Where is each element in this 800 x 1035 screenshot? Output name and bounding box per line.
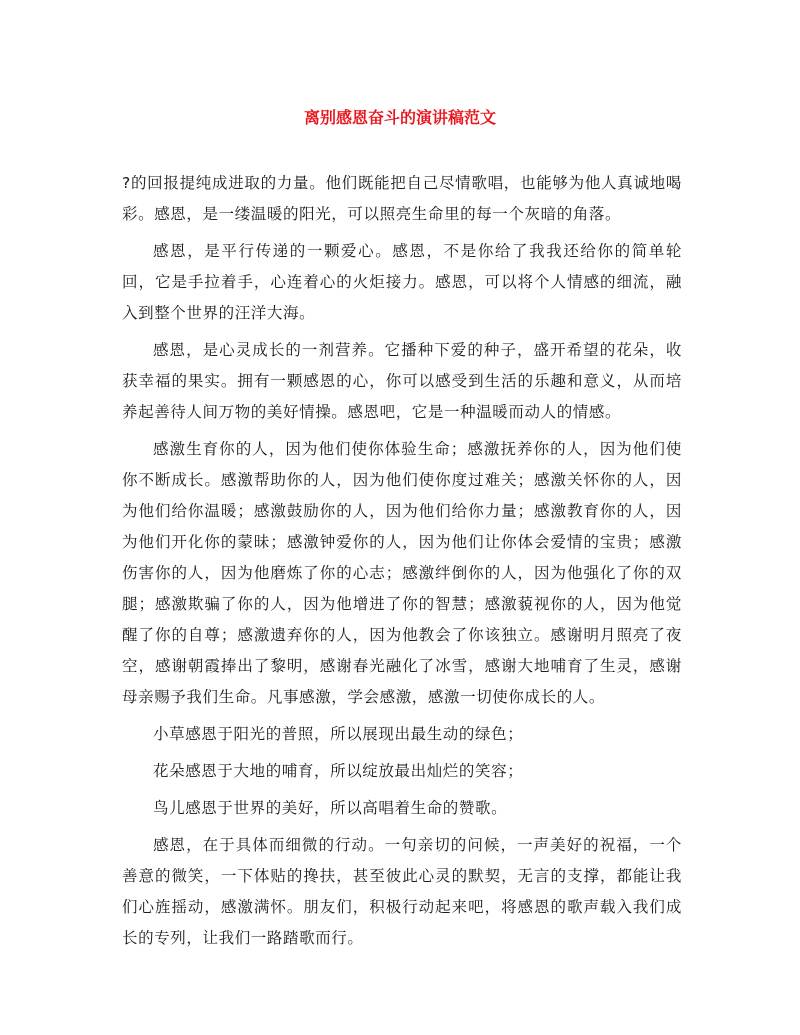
paragraph-thank-people: 感激生育你的人，因为他们使你体验生命；感激抚养你的人，因为他们使你不断成长。感激帮助你的人，因为他们使你度过难关；感激关怀你的人，因为他们给你温暖；感激鼓励你的人，因为他们给你力量；感激教育你的人，因为他们开化你的蒙昧；感激钟爱你的人，因为他们让你体会爱情的宝贵；感激伤害你的人，因为他磨炼了你的心志；感激绊倒你的人，因为他强化了你的双腿；感激欺骗了你的人，因为他增进了你的智慧；感激藐视你的人，因为他觉醒了你的自尊；感激遗弃你的人，因为他教会了你该独立。感谢明月照亮了夜空，感谢朝霞捧出了黎明，感谢春光融化了冰雪，感谢大地哺育了生灵，感谢母亲赐予我们生命。凡事感激，学会感激，感激一切使你成长的人。 [122,440,682,706]
paragraph-grass-line: 小草感恩于阳光的普照，所以展现出最生动的绿色； [153,725,524,743]
document-title: 离别感恩奋斗的演讲稿范文 [303,108,496,127]
paragraph-bird-line: 鸟儿感恩于世界的美好，所以高唱着生命的赞歌。 [153,799,508,817]
paragraph-gratitude-nourishment: 感恩，是心灵成长的一剂营养。它播种下爱的种子，盛开希望的花朵，收获幸福的果实。拥有一颗感恩的心，你可以感受到生活的乐趣和意义，从而培养起善待人间万物的美好情操。感恩吧，它是一种温暖而动人的情感。 [122,341,682,421]
document-body [122,168,682,960]
paragraph-action: 感恩，在于具体而细微的行动。一句亲切的问候，一声美好的祝福，一个善意的微笑，一下体贴的搀扶，甚至彼此心灵的默契，无言的支撑，都能让我们心旌摇动，感激满怀。朋友们，积极行动起来吧，将感恩的歌声载入我们成长的专列，让我们一路踏歌而行。 [122,836,682,947]
paragraph-flower-line: 花朵感恩于大地的哺育，所以绽放最出灿烂的笑容； [153,762,524,780]
paragraph-gratitude-love: 感恩，是平行传递的一颗爱心。感恩，不是你给了我我还给你的简单轮回，它是手拉着手，心连着心的火炬接力。感恩，可以将个人情感的细流，融入到整个世界的汪洋大海。 [122,242,682,322]
paragraph-continuation: ?的回报提纯成进取的力量。他们既能把自己尽情歌唱，也能够为他人真诚地喝彩。感恩，是一缕温暖的阳光，可以照亮生命里的每一个灰暗的角落。 [122,174,682,223]
